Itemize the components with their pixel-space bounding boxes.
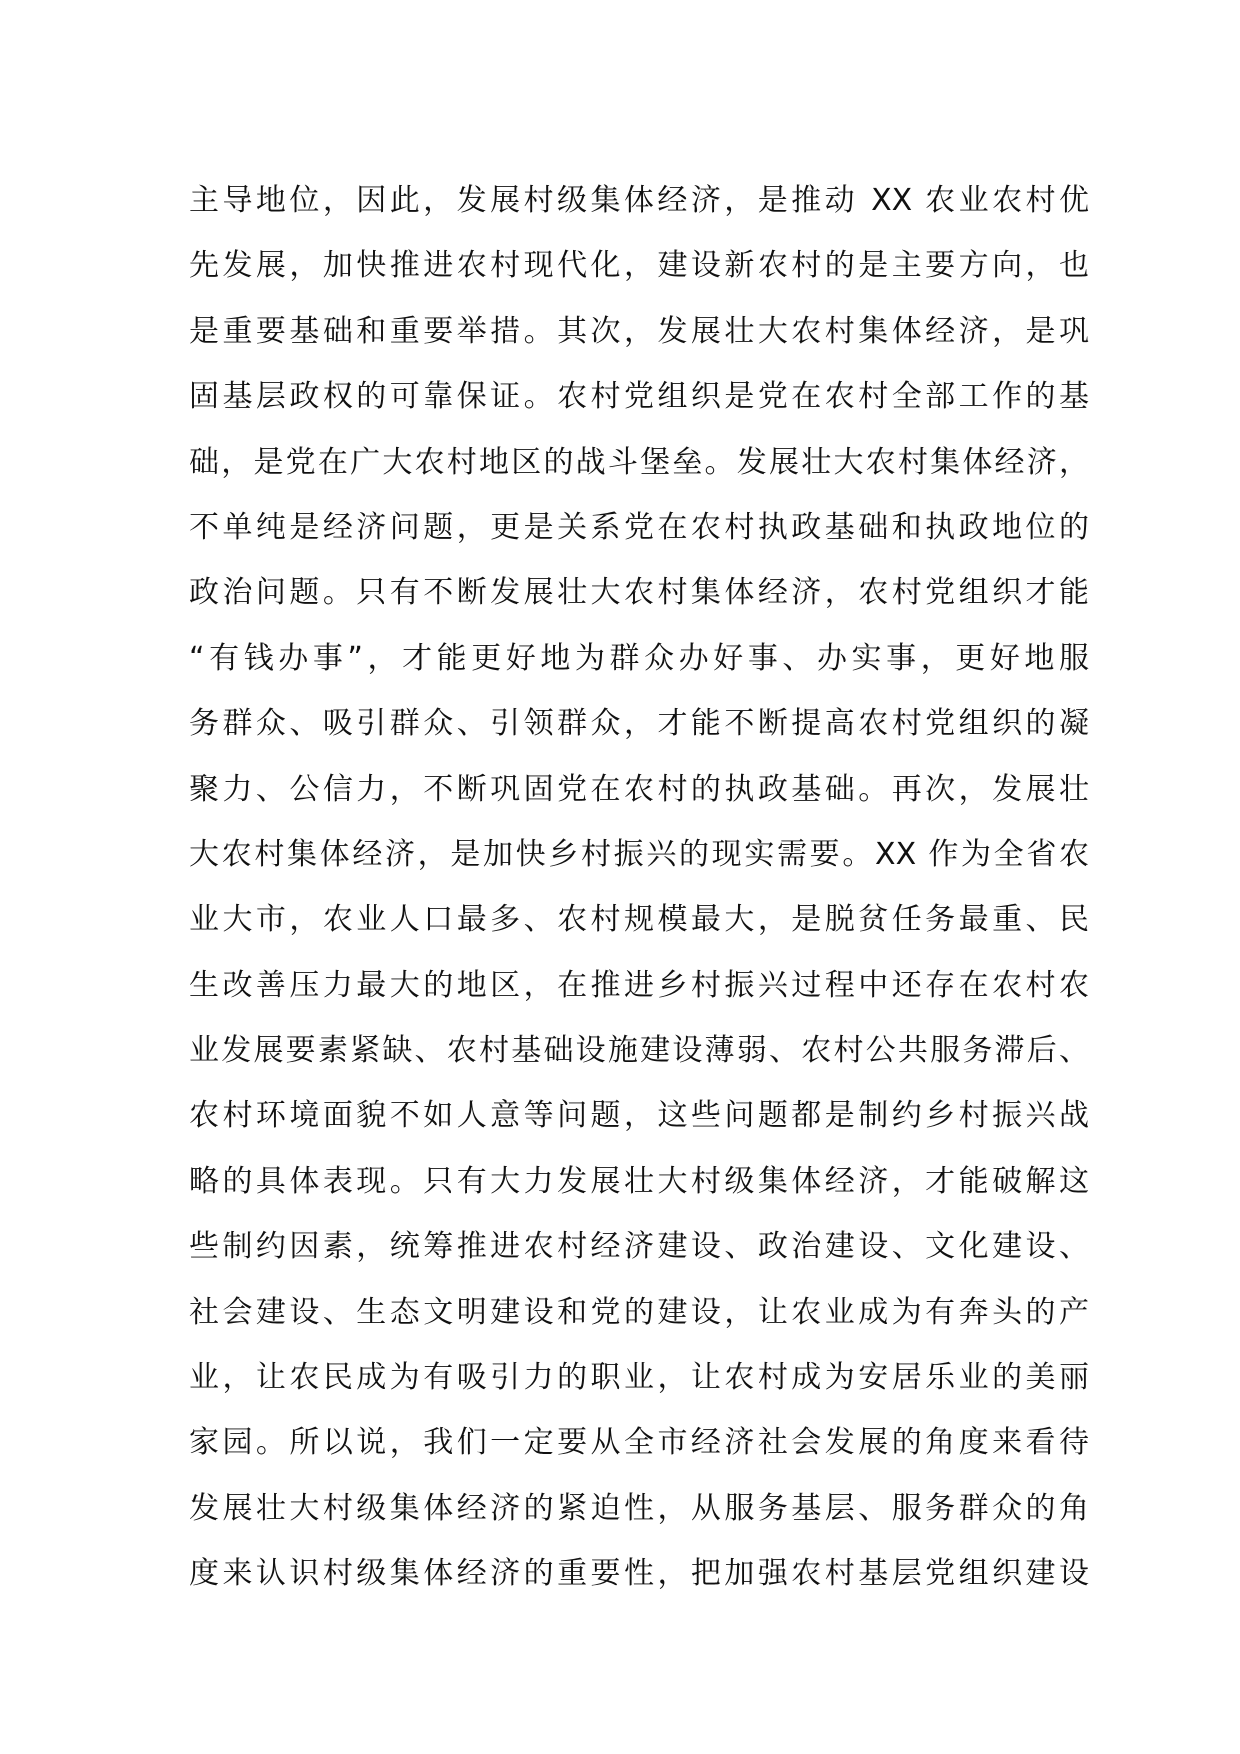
text-line: 主导地位，因此，发展村级集体经济，是推动 XX 农业农村优 bbox=[189, 183, 1089, 218]
text-line: 社会建设、生态文明建设和党的建设，让农业成为有奔头的产 bbox=[189, 1294, 1089, 1330]
text-line: 大农村集体经济，是加快乡村振兴的现实需要。XX 作为全省农 bbox=[189, 836, 1089, 872]
text-line: 家园。所以说，我们一定要从全市经济社会发展的角度来看待 bbox=[189, 1425, 1089, 1461]
text-line: 发展壮大村级集体经济的紧迫性，从服务基层、服务群众的角 bbox=[189, 1490, 1089, 1526]
text-line: 是重要基础和重要举措。其次，发展壮大农村集体经济，是巩 bbox=[189, 313, 1089, 349]
body-paragraph bbox=[189, 168, 1089, 1607]
text-line: 先发展，加快推进农村现代化，建设新农村的是主要方向，也 bbox=[189, 248, 1089, 284]
text-line: 固基层政权的可靠保证。农村党组织是党在农村全部工作的基 bbox=[189, 379, 1089, 415]
text-line: 础，是党在广大农村地区的战斗堡垒。发展壮大农村集体经济， bbox=[189, 444, 1089, 480]
text-line: 聚力、公信力，不断巩固党在农村的执政基础。再次，发展壮 bbox=[189, 771, 1089, 807]
text-line: 度来认识村级集体经济的重要性，把加强农村基层党组织建设 bbox=[189, 1556, 1089, 1592]
text-line: “有钱办事”，才能更好地为群众办好事、办实事，更好地服 bbox=[189, 640, 1089, 676]
text-line: 业大市，农业人口最多、农村规模最大，是脱贫任务最重、民 bbox=[189, 902, 1089, 938]
text-line: 务群众、吸引群众、引领群众，才能不断提高农村党组织的凝 bbox=[189, 706, 1089, 742]
text-line: 不单纯是经济问题，更是关系党在农村执政基础和执政地位的 bbox=[189, 509, 1089, 545]
text-line: 政治问题。只有不断发展壮大农村集体经济，农村党组织才能 bbox=[189, 575, 1089, 611]
text-line: 些制约因素，统筹推进农村经济建设、政治建设、文化建设、 bbox=[189, 1229, 1089, 1265]
text-line: 农村环境面貌不如人意等问题，这些问题都是制约乡村振兴战 bbox=[189, 1098, 1089, 1134]
text-line: 业，让农民成为有吸引力的职业，让农村成为安居乐业的美丽 bbox=[189, 1360, 1089, 1396]
text-line: 略的具体表现。只有大力发展壮大村级集体经济，才能破解这 bbox=[189, 1163, 1089, 1199]
text-line: 生改善压力最大的地区，在推进乡村振兴过程中还存在农村农 bbox=[189, 967, 1089, 1003]
text-line: 业发展要素紧缺、农村基础设施建设薄弱、农村公共服务滞后、 bbox=[189, 1033, 1089, 1069]
